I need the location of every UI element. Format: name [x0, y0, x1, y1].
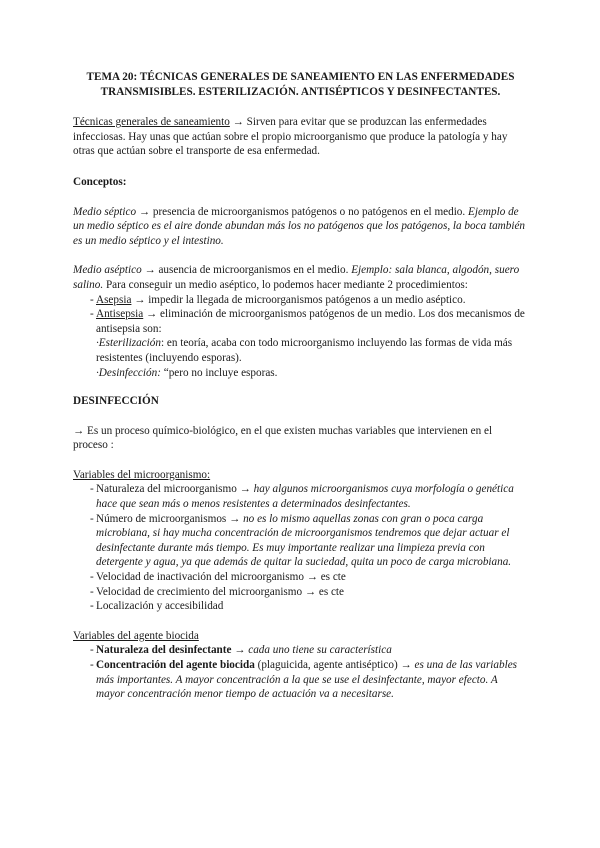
conceptos-heading: Conceptos:: [73, 175, 127, 188]
list-item: [73, 512, 528, 570]
item-text: Velocidad de crecimiento del microorganismo → es cte: [96, 585, 345, 598]
asepsia-term: Asepsia: [96, 293, 132, 306]
esterilizacion-line: [96, 336, 528, 365]
item-bold-text: Naturaleza del desinfectante: [96, 644, 232, 657]
medio-aseptico-example: Ejemplo: sala blanca, algodón, suero salino.: [73, 264, 520, 291]
list-item: [73, 599, 528, 614]
list-item: [73, 643, 528, 658]
variables-agente-heading: Variables del agente biocida: [73, 629, 199, 642]
variables-microorganismo-list: [73, 482, 528, 613]
item-italic-text: es una de las variables más importantes. A mayor concentración a la que se use el desinfectante, mayor efecto. A mayor concentración menor tiempo de actuación va a necesitarse.: [96, 659, 518, 701]
medio-aseptico-text2: Para conseguir un medio aséptico, lo podemos hacer mediante 2 procedimientos:: [103, 278, 468, 291]
list-item: [73, 658, 528, 702]
desinfeccion-paragraph: → Es un proceso químico-biológico, en el que existen muchas variables que intervienen en el proceso :: [73, 424, 493, 452]
document-page: [73, 70, 528, 702]
medio-aseptico-text: → ausencia de microorganismos en el medio.: [141, 264, 352, 277]
item-text: (plaguicida, agente antiséptico) →: [254, 659, 415, 671]
desinfeccion-line: [96, 366, 528, 381]
variables-agente-list: [73, 643, 528, 701]
desinfeccion-term: ·Desinfección:: [96, 366, 161, 379]
medio-septico-term: Medio séptico: [73, 205, 137, 218]
antisepsia-text: → eliminación de microorganismos patógenos de un medio. Los dos mecanismos de antisepsia son:: [96, 308, 525, 335]
intro-text: → Sirven para evitar que se produzcan las enfermedades infecciosas. Hay unas que actúan sobre el propio microorganismo que produce la patología y hay otras que actúan sobre el transporte de esa enfermedad.: [73, 116, 508, 158]
item-italic-text: cada uno tiene su característica: [248, 644, 392, 657]
item-text: Velocidad de inactivación del microorganismo → es cte: [96, 571, 346, 584]
item-text: Número de microorganismos →: [96, 512, 244, 525]
antisepsia-term: Antisepsia: [96, 308, 144, 321]
item-text: →: [231, 644, 249, 657]
medio-septico-text: → presencia de microorganismos patógenos o no patógenos en el medio.: [136, 205, 468, 218]
asepsia-text: → impedir la llegada de microorganismos patógenos a un medio aséptico.: [131, 293, 466, 306]
item-italic-text: hay algunos microorganismos cuya morfología o genética hace que sean más o menos resistentes a determinados desinfectantes.: [96, 483, 514, 511]
list-item: [73, 585, 528, 600]
list-item: [73, 482, 528, 511]
medio-aseptico-paragraph: [73, 263, 528, 292]
item-italic-text: no es lo mismo aquellas zonas con gran o poca carga microbiana, si hay mucha concentración de microorganismos tendremos que dejar actuar el desinfectante durante más tiempo. Es muy importante realizar una limpieza previa con detergente y agua, ya que además de quitar la suciedad, quita un poco de carga microbiana.: [96, 512, 512, 569]
list-item-antisepsia: [73, 307, 528, 380]
esterilizacion-term: ·Esterilización: [96, 337, 161, 350]
esterilizacion-text: : en teoría, acaba con todo microorganismo incluyendo las formas de vida más resistentes (incluyendo esporas).: [96, 337, 513, 364]
list-item: [73, 570, 528, 585]
intro-term: Técnicas generales de saneamiento: [73, 116, 230, 129]
desinfeccion-text: “pero no incluye esporas.: [160, 366, 278, 379]
medio-septico-example: Ejemplo de un medio séptico es el aire donde abundan más los no patógenos que los patógenos, la boca también es un medio séptico y el intestino.: [73, 205, 526, 247]
desinfeccion-heading: DESINFECCIÓN: [73, 395, 159, 408]
medio-aseptico-term: Medio aséptico: [73, 264, 142, 277]
list-item-asepsia: [73, 293, 528, 308]
item-text: Localización y accesibilidad: [96, 600, 224, 613]
intro-paragraph: [73, 115, 528, 159]
procedimientos-list: [73, 293, 528, 381]
document-title: TEMA 20: TÉCNICAS GENERALES DE SANEAMIENTO EN LAS ENFERMEDADES TRANSMISIBLES. ESTERILIZACIÓN. ANTISÉPTICOS Y DESINFECTANTES.: [86, 71, 515, 98]
item-bold-text: Concentración del agente biocida: [96, 659, 255, 671]
variables-microorganismo-heading: Variables del microorganismo:: [73, 468, 211, 481]
medio-septico-paragraph: [73, 205, 528, 249]
item-text: Naturaleza del microorganismo →: [96, 483, 254, 496]
